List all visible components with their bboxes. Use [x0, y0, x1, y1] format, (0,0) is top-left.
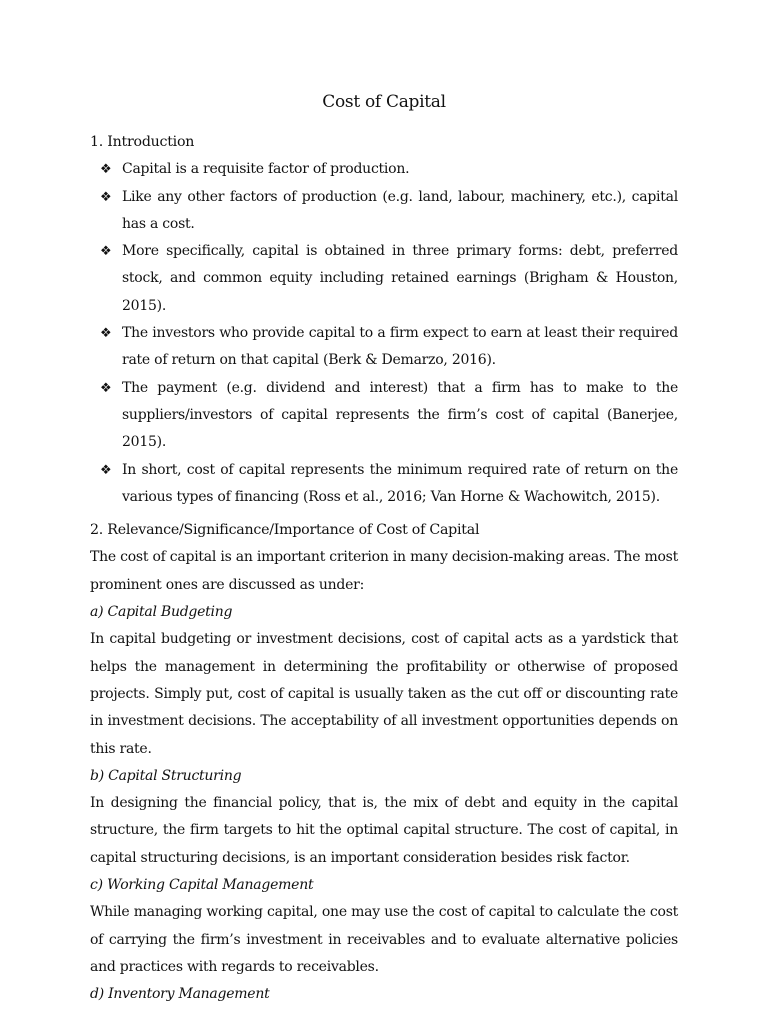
- paragraph-capital-structuring: In designing the financial policy, that is, the mix of debt and equity in the capital structure, the firm targets to hit the optimal capital structure. The cost of capital, in capital structuring decisions, is an important consideration besides risk factor.: [90, 795, 678, 866]
- section-heading-relevance: 2. Relevance/Significance/Importance of Cost of Capital: [90, 522, 480, 539]
- diamond-bullet-icon: ❖: [100, 380, 112, 396]
- list-item: [90, 156, 678, 183]
- paragraph-capital-budgeting: In capital budgeting or investment decisions, cost of capital acts as a yardstick that helps the management in determining the profitability or otherwise of proposed projects. Simply put, cost of capital is usually taken as the cut off or discounting rate in investment decisions. The acceptability of all investment opportunities depends on this rate.: [90, 631, 678, 757]
- subsection-heading-capital-budgeting: a) Capital Budgeting: [90, 604, 233, 621]
- list-item: [90, 184, 678, 239]
- bullet-text: More specifically, capital is obtained in three primary forms: debt, preferred stock, and common equity including retained earnings (Brigham & Houston, 2015).: [122, 243, 678, 314]
- subsection-heading-inventory-management: d) Inventory Management: [90, 986, 270, 1003]
- bullet-text: The payment (e.g. dividend and interest) that a firm has to make to the suppliers/investors of capital represents the firm’s cost of capital (Banerjee, 2015).: [122, 379, 678, 451]
- list-item: [90, 375, 678, 457]
- subsection-heading-capital-structuring: b) Capital Structuring: [90, 767, 242, 784]
- bullet-text: Like any other factors of production (e.g. land, labour, machinery, etc.), capital has a cost.: [122, 188, 678, 232]
- diamond-bullet-icon: ❖: [100, 162, 112, 178]
- list-item: [90, 238, 678, 320]
- diamond-bullet-icon: ❖: [100, 462, 112, 478]
- introduction-bullet-list: [90, 156, 678, 511]
- bullet-text: The investors who provide capital to a firm expect to earn at least their required rate of return on that capital (Berk & Demarzo, 2016).: [122, 325, 678, 369]
- diamond-bullet-icon: ❖: [100, 244, 112, 260]
- page-title: Cost of Capital: [322, 92, 446, 112]
- diamond-bullet-icon: ❖: [100, 189, 112, 205]
- subsection-heading-working-capital: c) Working Capital Management: [90, 877, 314, 894]
- bullet-text: In short, cost of capital represents the minimum required rate of return on the various types of financing (Ross et al., 2016; Van Horne & Wachowitch, 2015).: [122, 461, 678, 505]
- list-item: [90, 320, 678, 375]
- bullet-text: Capital is a requisite factor of production.: [122, 161, 410, 178]
- diamond-bullet-icon: ❖: [100, 326, 112, 342]
- section-intro-paragraph: The cost of capital is an important criterion in many decision-making areas. The most prominent ones are discussed as under:: [90, 549, 678, 593]
- section-heading-introduction: 1. Introduction: [90, 134, 195, 150]
- document-body: [90, 129, 678, 1009]
- paragraph-working-capital: While managing working capital, one may use the cost of capital to calculate the cost of carrying the firm’s investment in receivables and to evaluate alternative policies and practices with regards to receivables.: [90, 904, 678, 975]
- list-item: [90, 457, 678, 512]
